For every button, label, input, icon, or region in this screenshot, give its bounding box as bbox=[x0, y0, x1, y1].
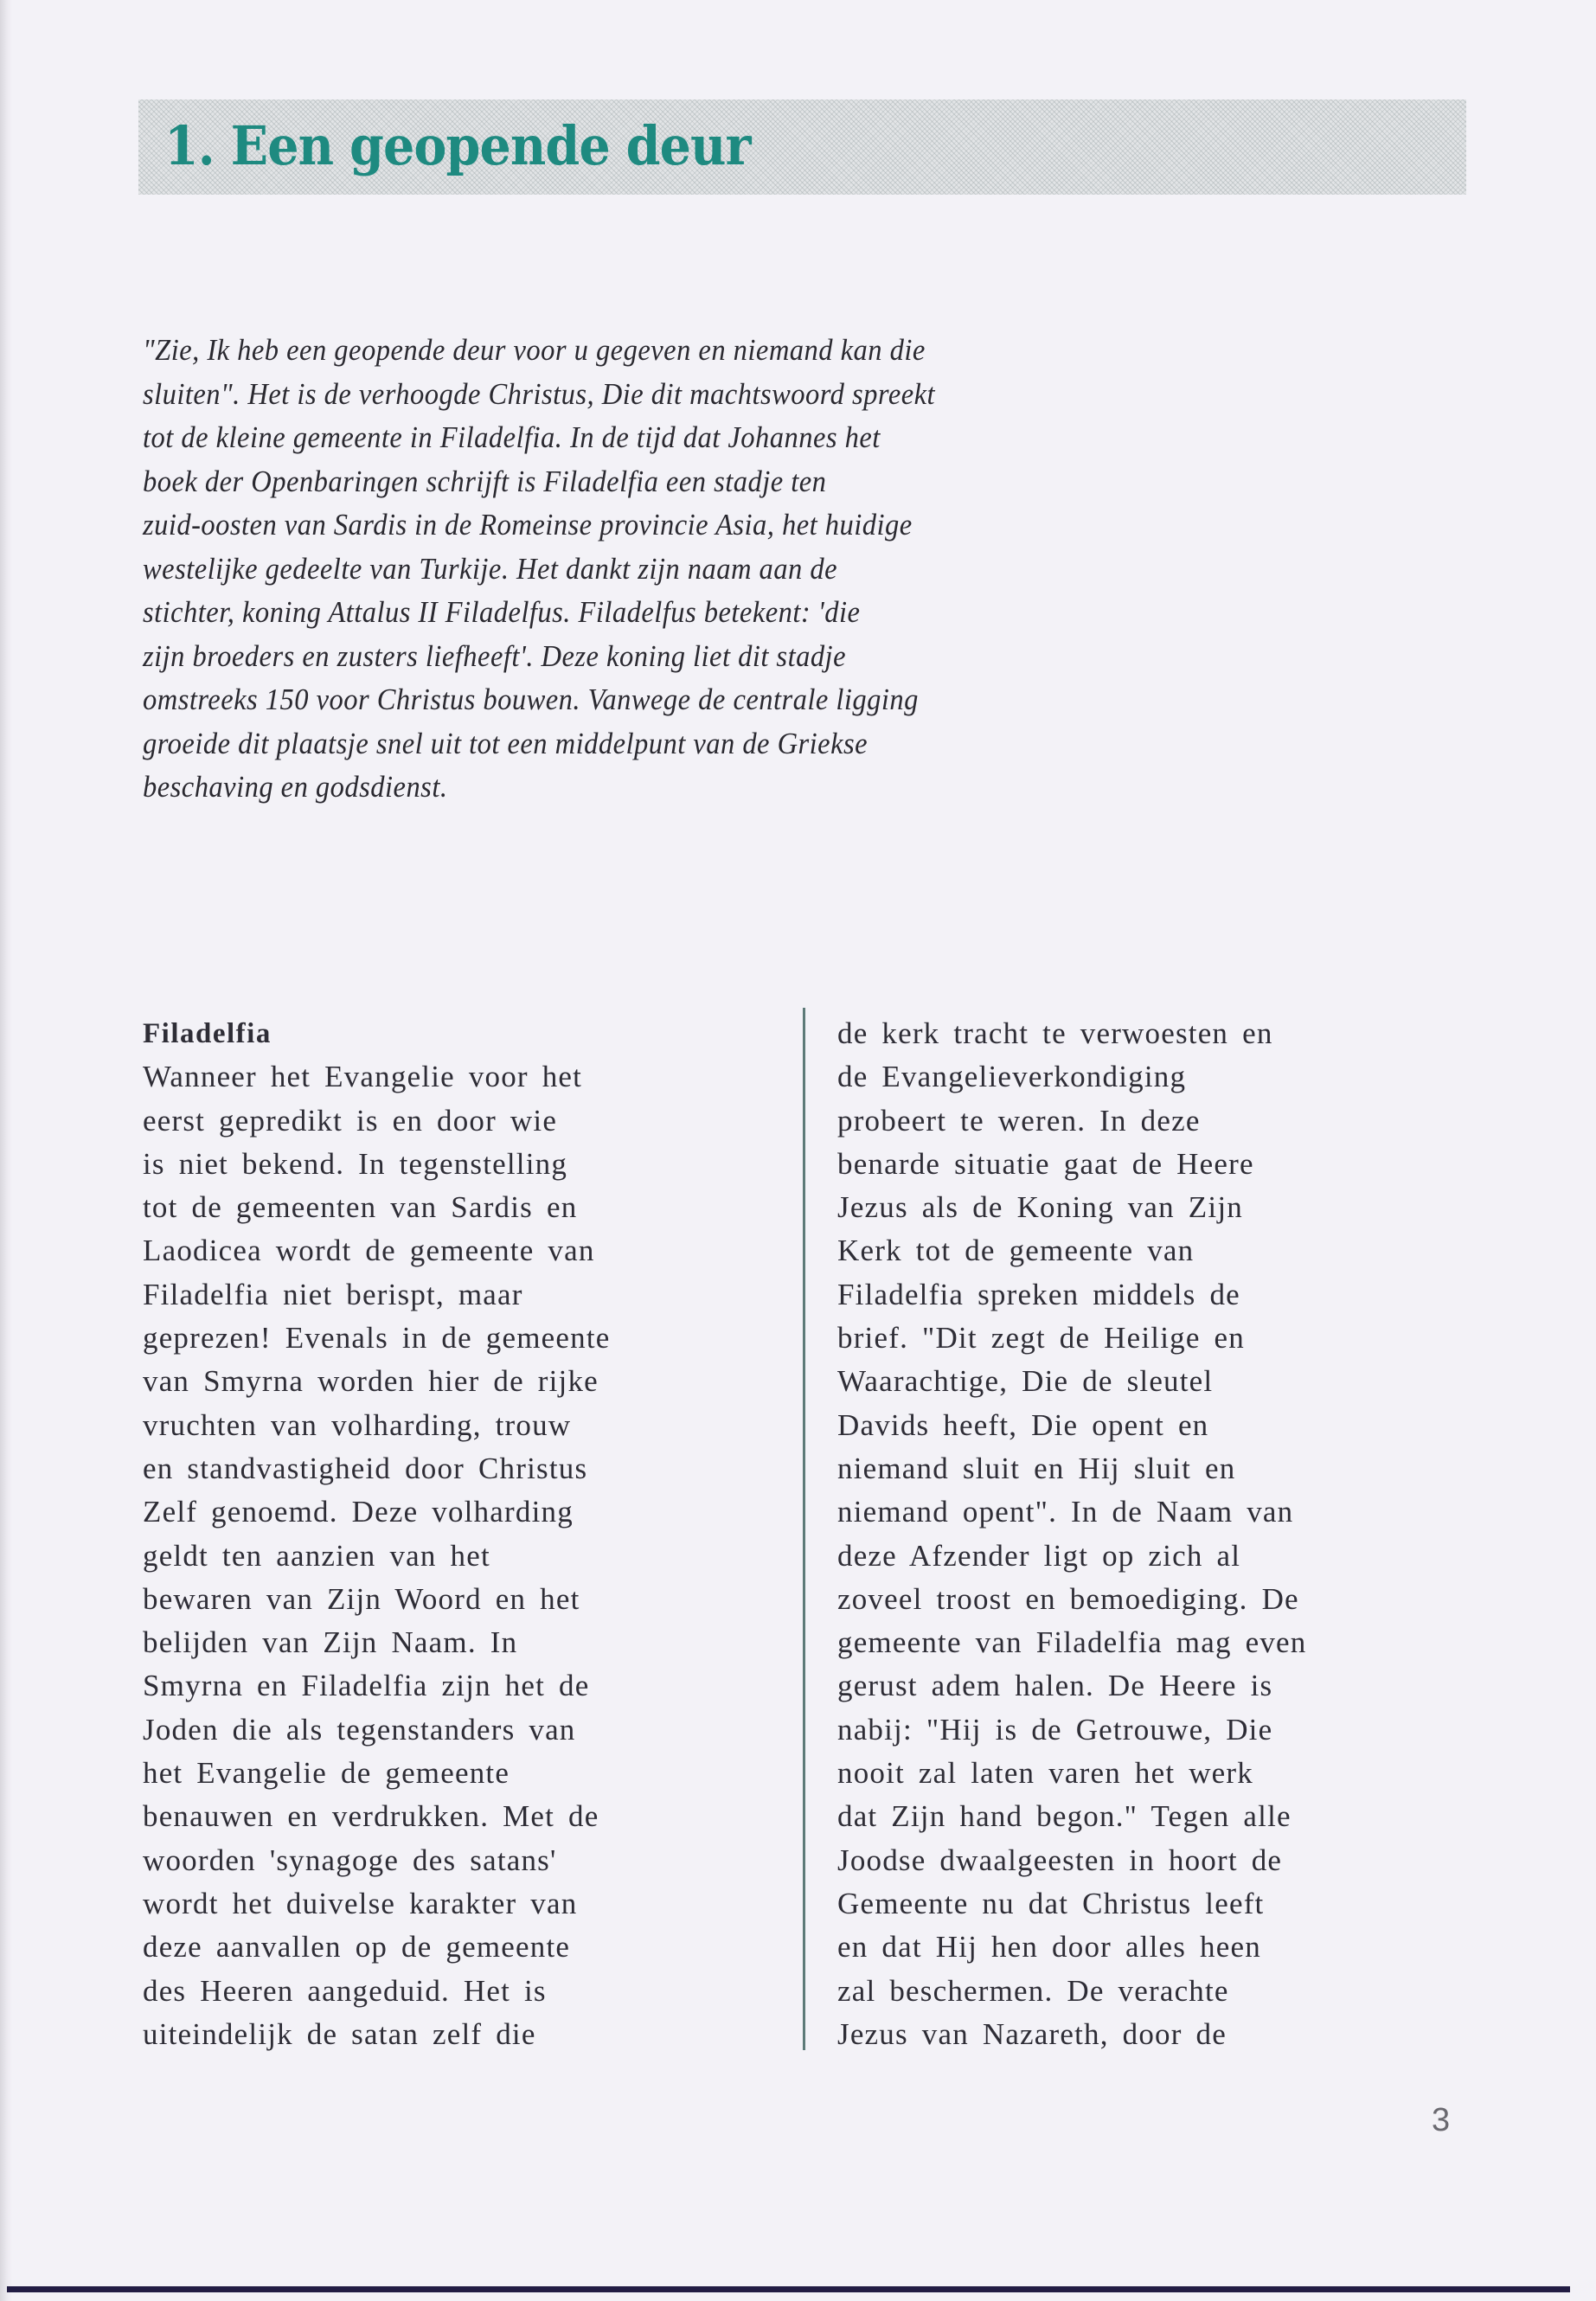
text-line: Joden die als tegenstanders van bbox=[143, 1712, 576, 1747]
intro-line: tot de kleine gemeente in Filadelfia. In de tijd dat Johannes het bbox=[143, 420, 881, 454]
text-line: benarde situatie gaat de Heere bbox=[837, 1146, 1254, 1181]
text-line: tot de gemeenten van Sardis en bbox=[143, 1190, 578, 1225]
text-line: Joodse dwaalgeesten in hoort de bbox=[837, 1843, 1283, 1877]
intro-line: zijn broeders en zusters liefheeft'. Deze koning liet dit stadje bbox=[143, 638, 846, 673]
column-divider bbox=[803, 1008, 805, 2050]
text-line: dat Zijn hand begon." Tegen alle bbox=[837, 1799, 1292, 1834]
text-line: brief. "Dit zegt de Heilige en bbox=[837, 1321, 1245, 1356]
text-line: en dat Hij hen door alles heen bbox=[837, 1930, 1261, 1965]
text-line: Zelf genoemd. Deze volharding bbox=[143, 1495, 574, 1529]
text-line: Kerk tot de gemeente van bbox=[837, 1234, 1195, 1268]
text-line: nabij: "Hij is de Getrouwe, Die bbox=[837, 1712, 1273, 1747]
text-line: probeert te weren. In deze bbox=[837, 1103, 1201, 1138]
section-heading: Filadelfia bbox=[143, 1018, 272, 1049]
left-column bbox=[143, 1012, 774, 2056]
intro-line: westelijke gedeelte van Turkije. Het dankt zijn naam aan de bbox=[143, 551, 838, 586]
text-line: de Evangelieverkondiging bbox=[837, 1060, 1187, 1094]
text-line: benauwen en verdrukken. Met de bbox=[143, 1799, 599, 1834]
text-line: uiteindelijk de satan zelf die bbox=[143, 2016, 536, 2051]
intro-line: stichter, koning Attalus II Filadelfus. Filadelfus betekent: 'die bbox=[143, 595, 861, 629]
text-line: Jezus als de Koning van Zijn bbox=[837, 1190, 1243, 1225]
text-line: deze Afzender ligt op zich al bbox=[837, 1538, 1241, 1573]
text-line: des Heeren aangeduid. Het is bbox=[143, 1973, 547, 2008]
text-line: bewaren van Zijn Woord en het bbox=[143, 1581, 580, 1616]
text-line: deze aanvallen op de gemeente bbox=[143, 1930, 571, 1965]
text-line: niemand opent". In de Naam van bbox=[837, 1495, 1294, 1529]
text-line: zal beschermen. De verachte bbox=[837, 1973, 1229, 2008]
text-line: Filadelfia niet berispt, maar bbox=[143, 1277, 523, 1311]
text-line: wordt het duivelse karakter van bbox=[143, 1886, 578, 1920]
page-number: 3 bbox=[1432, 2102, 1451, 2138]
text-line: vruchten van volharding, trouw bbox=[143, 1407, 572, 1442]
text-line: Waarachtige, Die de sleutel bbox=[837, 1364, 1214, 1399]
text-line: is niet bekend. In tegenstelling bbox=[143, 1146, 568, 1181]
text-line: eerst gepredikt is en door wie bbox=[143, 1103, 558, 1138]
right-column bbox=[837, 1012, 1477, 2056]
intro-paragraph bbox=[143, 329, 1406, 810]
text-line: Laodicea wordt de gemeente van bbox=[143, 1234, 595, 1268]
text-line: niemand sluit en Hij sluit en bbox=[837, 1451, 1236, 1485]
text-line: Davids heeft, Die opent en bbox=[837, 1407, 1209, 1442]
intro-line: groeide dit plaatsje snel uit tot een middelpunt van de Griekse bbox=[143, 726, 869, 760]
text-line: van Smyrna worden hier de rijke bbox=[143, 1364, 599, 1399]
intro-line: boek der Openbaringen schrijft is Filadelfia een stadje ten bbox=[143, 464, 827, 498]
chapter-title: 1. Een geopende deur bbox=[164, 114, 751, 177]
intro-line: sluiten". Het is de verhoogde Christus, Die dit machtswoord spreekt bbox=[143, 376, 936, 411]
text-line: Jezus van Nazareth, door de bbox=[837, 2016, 1227, 2051]
text-line: belijden van Zijn Naam. In bbox=[143, 1625, 518, 1660]
text-line: Smyrna en Filadelfia zijn het de bbox=[143, 1669, 590, 1703]
text-line: het Evangelie de gemeente bbox=[143, 1756, 510, 1791]
text-line: gemeente van Filadelfia mag even bbox=[837, 1625, 1307, 1660]
text-line: geldt ten aanzien van het bbox=[143, 1538, 490, 1573]
text-line: Filadelfia spreken middels de bbox=[837, 1277, 1240, 1311]
text-line: Wanneer het Evangelie voor het bbox=[143, 1060, 583, 1094]
intro-line: zuid-oosten van Sardis in de Romeinse provincie Asia, het huidige bbox=[143, 508, 913, 542]
intro-line: beschaving en godsdienst. bbox=[143, 770, 448, 804]
text-line: Gemeente nu dat Christus leeft bbox=[837, 1886, 1265, 1920]
chapter-banner bbox=[138, 99, 1466, 195]
page-bottom-edge bbox=[7, 2286, 1570, 2292]
text-line: geprezen! Evenals in de gemeente bbox=[143, 1321, 611, 1356]
page-edge bbox=[0, 0, 12, 2301]
intro-line: "Zie, Ik heb een geopende deur voor u gegeven en niemand kan die bbox=[143, 333, 926, 367]
text-line: de kerk tracht te verwoesten en bbox=[837, 1016, 1273, 1050]
intro-line: omstreeks 150 voor Christus bouwen. Vanwege de centrale ligging bbox=[143, 683, 919, 716]
text-line: nooit zal laten varen het werk bbox=[837, 1756, 1253, 1791]
text-line: woorden 'synagoge des satans' bbox=[143, 1843, 557, 1877]
text-line: en standvastigheid door Christus bbox=[143, 1451, 588, 1485]
text-line: zoveel troost en bemoediging. De bbox=[837, 1581, 1299, 1616]
text-line: gerust adem halen. De Heere is bbox=[837, 1669, 1273, 1703]
